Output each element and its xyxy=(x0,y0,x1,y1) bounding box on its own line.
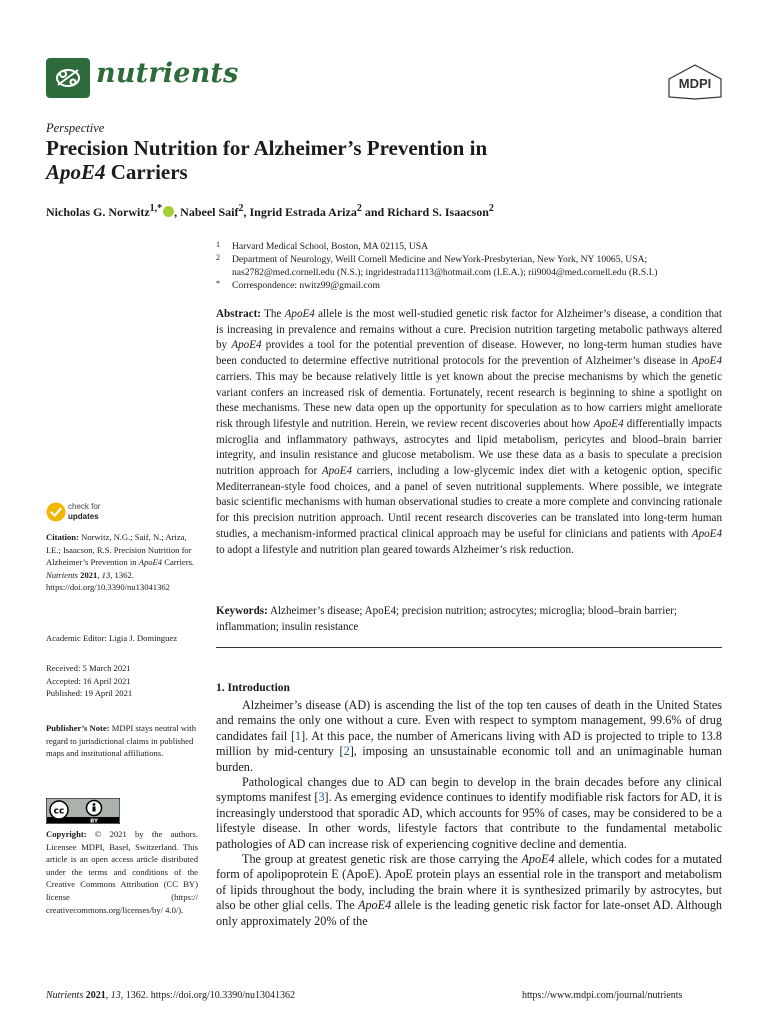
author-name[interactable]: Richard S. Isaacson xyxy=(387,205,489,219)
dates: Received: 5 March 2021 Accepted: 16 April 2021 Published: 19 April 2021 xyxy=(46,663,133,699)
author-list: Nicholas G. Norwitz$^{1,*}$ , Nabeel Saif$^2$, Ingrid Estrada Ariza$^2$ and Richard S. Isaacson$^2$ xyxy=(46,203,494,219)
check-for-updates-icon[interactable] xyxy=(46,502,66,522)
affiliation-item: 1 Harvard Medical School, Boston, MA 02115, USA xyxy=(216,240,429,252)
paragraph: Pathological changes due to AD can begin to develop in the brain decades before any clinical symptoms manifest [3]. As emerging evidence continues to identify modifiable risk factors for AD, it is increasingly understood that sporadic AD, which accounts for 95% of cases, may be considered to be a lifestyle disease. In other words, lifestyle factors that contribute to the fundamental metabolic pathologies of AD can increase risk of experiencing cognitive decline and dementia. xyxy=(216,775,722,851)
section-divider xyxy=(216,647,722,648)
introduction-body xyxy=(216,698,722,929)
citation-block: Citation: Norwitz, N.G.; Saif, N.; Ariza, I.E.; Isaacson, R.S. Precision Nutrition for Alzheimer’s Prevention in ApoE4 Carriers. Nutrients 2021, 13, 1362. https://doi.org/10.3390/nu13041362 xyxy=(46,532,195,593)
svg-text:cc: cc xyxy=(53,806,65,817)
journal-logo-icon xyxy=(46,58,90,98)
publisher-note: Publisher’s Note: MDPI stays neutral with regard to jurisdictional claims in published maps and institutional affiliations. xyxy=(46,723,196,759)
reference-link[interactable]: 3 xyxy=(318,790,325,805)
reference-link[interactable]: 1 xyxy=(295,728,302,743)
orcid-icon[interactable] xyxy=(163,206,174,217)
footer-journal-url[interactable]: https://www.mdpi.com/journal/nutrients xyxy=(522,990,683,1001)
doi-link[interactable]: , 1362. https://doi.org/10.3390/nu13041362 xyxy=(46,569,170,593)
affiliations xyxy=(216,240,726,292)
academic-editor: Academic Editor: Ligia J. Dominguez xyxy=(46,633,178,643)
paragraph: Alzheimer’s disease (AD) is ascending the list of the top ten causes of death in the United States and remains the only one without a cure. Even with respect to symptom management, 99.6% of drug candidates fail [1]. At this pace, the number of Americans living with AD is projected to triple to 13.8 million by mid-century [2], imposing an unsustainable economic toll and an unimaginable human burden. xyxy=(216,698,722,774)
copyright-notice: Copyright: © 2021 by the authors. Licensee MDPI, Basel, Switzerland. This article is an open access article distributed under the terms and conditions of the Creative Commons Attribution (CC BY) license (https:// creativecommons.org/licenses/by/ 4.0/). xyxy=(46,829,198,915)
reference-link[interactable]: 2 xyxy=(343,744,350,759)
publisher-name: MDPI xyxy=(678,76,712,91)
author-name[interactable]: Nabeel Saif xyxy=(180,205,239,219)
section-heading: 1. Introduction xyxy=(216,682,290,694)
mdpi-logo-icon xyxy=(666,64,724,100)
article-type: Perspective xyxy=(46,121,105,135)
abstract: Abstract: The ApoE4 allele is the most well-studied genetic risk factor for Alzheimer’s disease, a condition that is increasing in prevalence and remains without a cure. Precision nutrition targeting metabolic pathways altered by ApoE4 provides a tool for the potential prevention of disease. However, no long-term human studies have been conducted to determine effective nutritional protocols for the prevention of Alzheimer’s disease in ApoE4 carriers. This may be because relatively little is yet known about the precise mechanisms by which the genetic variant confers an increased risk of dementia. Fortunately, recent research is beginning to shine a spotlight on these mechanisms. These new data open up the opportunity for speculation as to how carriers might ameliorate risk through lifestyle and nutrition. Herein, we review recent discoveries about how ApoE4 differentially impacts microglia and inflammatory pathways, astrocytes and lipid metabolism, pericytes and blood–brain barrier integrity, and insulin resistance and glucose metabolism. We use these data as a basis to speculate a precision nutrition approach for ApoE4 carriers, including a low-glycemic index diet with a ketogenic option, specific Mediterranean-style food choices, and a panel of seven nutritional supplements. Where possible, we integrate basic scientific mechanisms with human observational studies to create a more complete and convincing rationale for this precision nutrition approach. Until recent research discoveries can be translated into long-term human studies, a mechanism-informed practical clinical approach may be useful for clinicians and patients with ApoE4 to adopt a lifestyle and nutrition plan geared towards Alzheimer’s risk reduction. xyxy=(216,308,723,556)
affiliation-item: * Correspondence: nwitz99@gmail.com xyxy=(216,279,380,291)
affiliation-item: 2 Department of Neurology, Weill Cornell Medicine and NewYork-Presbyterian, New York, NY 10065, USA; nas2782@med.cornell.edu (N.S.); ingridestrada1113@hotmail.com (I.E.A.); rii9004@med.cornell.edu (R.S.I.) xyxy=(216,253,658,278)
paragraph: The group at greatest genetic risk are those carrying the ApoE4 allele, which codes for a mutated form of apolipoprotein E (ApoE). ApoE protein plays an essential role in the transport and metabolism of lipids throughout the body, including the brain where it is synthesized primarily by astrocytes, but also be other glial cells. The ApoE4 allele is the leading genetic risk factor for late-onset AD. Although only approximately 20% of the xyxy=(216,852,723,928)
check-for-updates-link[interactable]: check for updates xyxy=(68,502,101,521)
svg-text:BY: BY xyxy=(90,818,98,824)
footer-doi-link[interactable]: , 1362. https://doi.org/10.3390/nu13041362 xyxy=(120,990,296,1001)
keywords: Keywords: Alzheimer’s disease; ApoE4; precision nutrition; astrocytes; microglia; blood–brain barrier; inflammation; insulin resistance xyxy=(216,605,678,633)
author-name[interactable]: Nicholas G. Norwitz xyxy=(46,205,150,219)
journal-name: nutrients xyxy=(96,58,239,89)
article-title: Precision Nutrition for Alzheimer’s Prevention in ApoE4 Carriers xyxy=(46,136,488,184)
footer-citation: Nutrients 2021, 13, 1362. https://doi.org/10.3390/nu13041362 xyxy=(46,990,296,1001)
cc-by-license-icon[interactable] xyxy=(46,798,120,824)
author-name[interactable]: Ingrid Estrada Ariza xyxy=(249,205,357,219)
